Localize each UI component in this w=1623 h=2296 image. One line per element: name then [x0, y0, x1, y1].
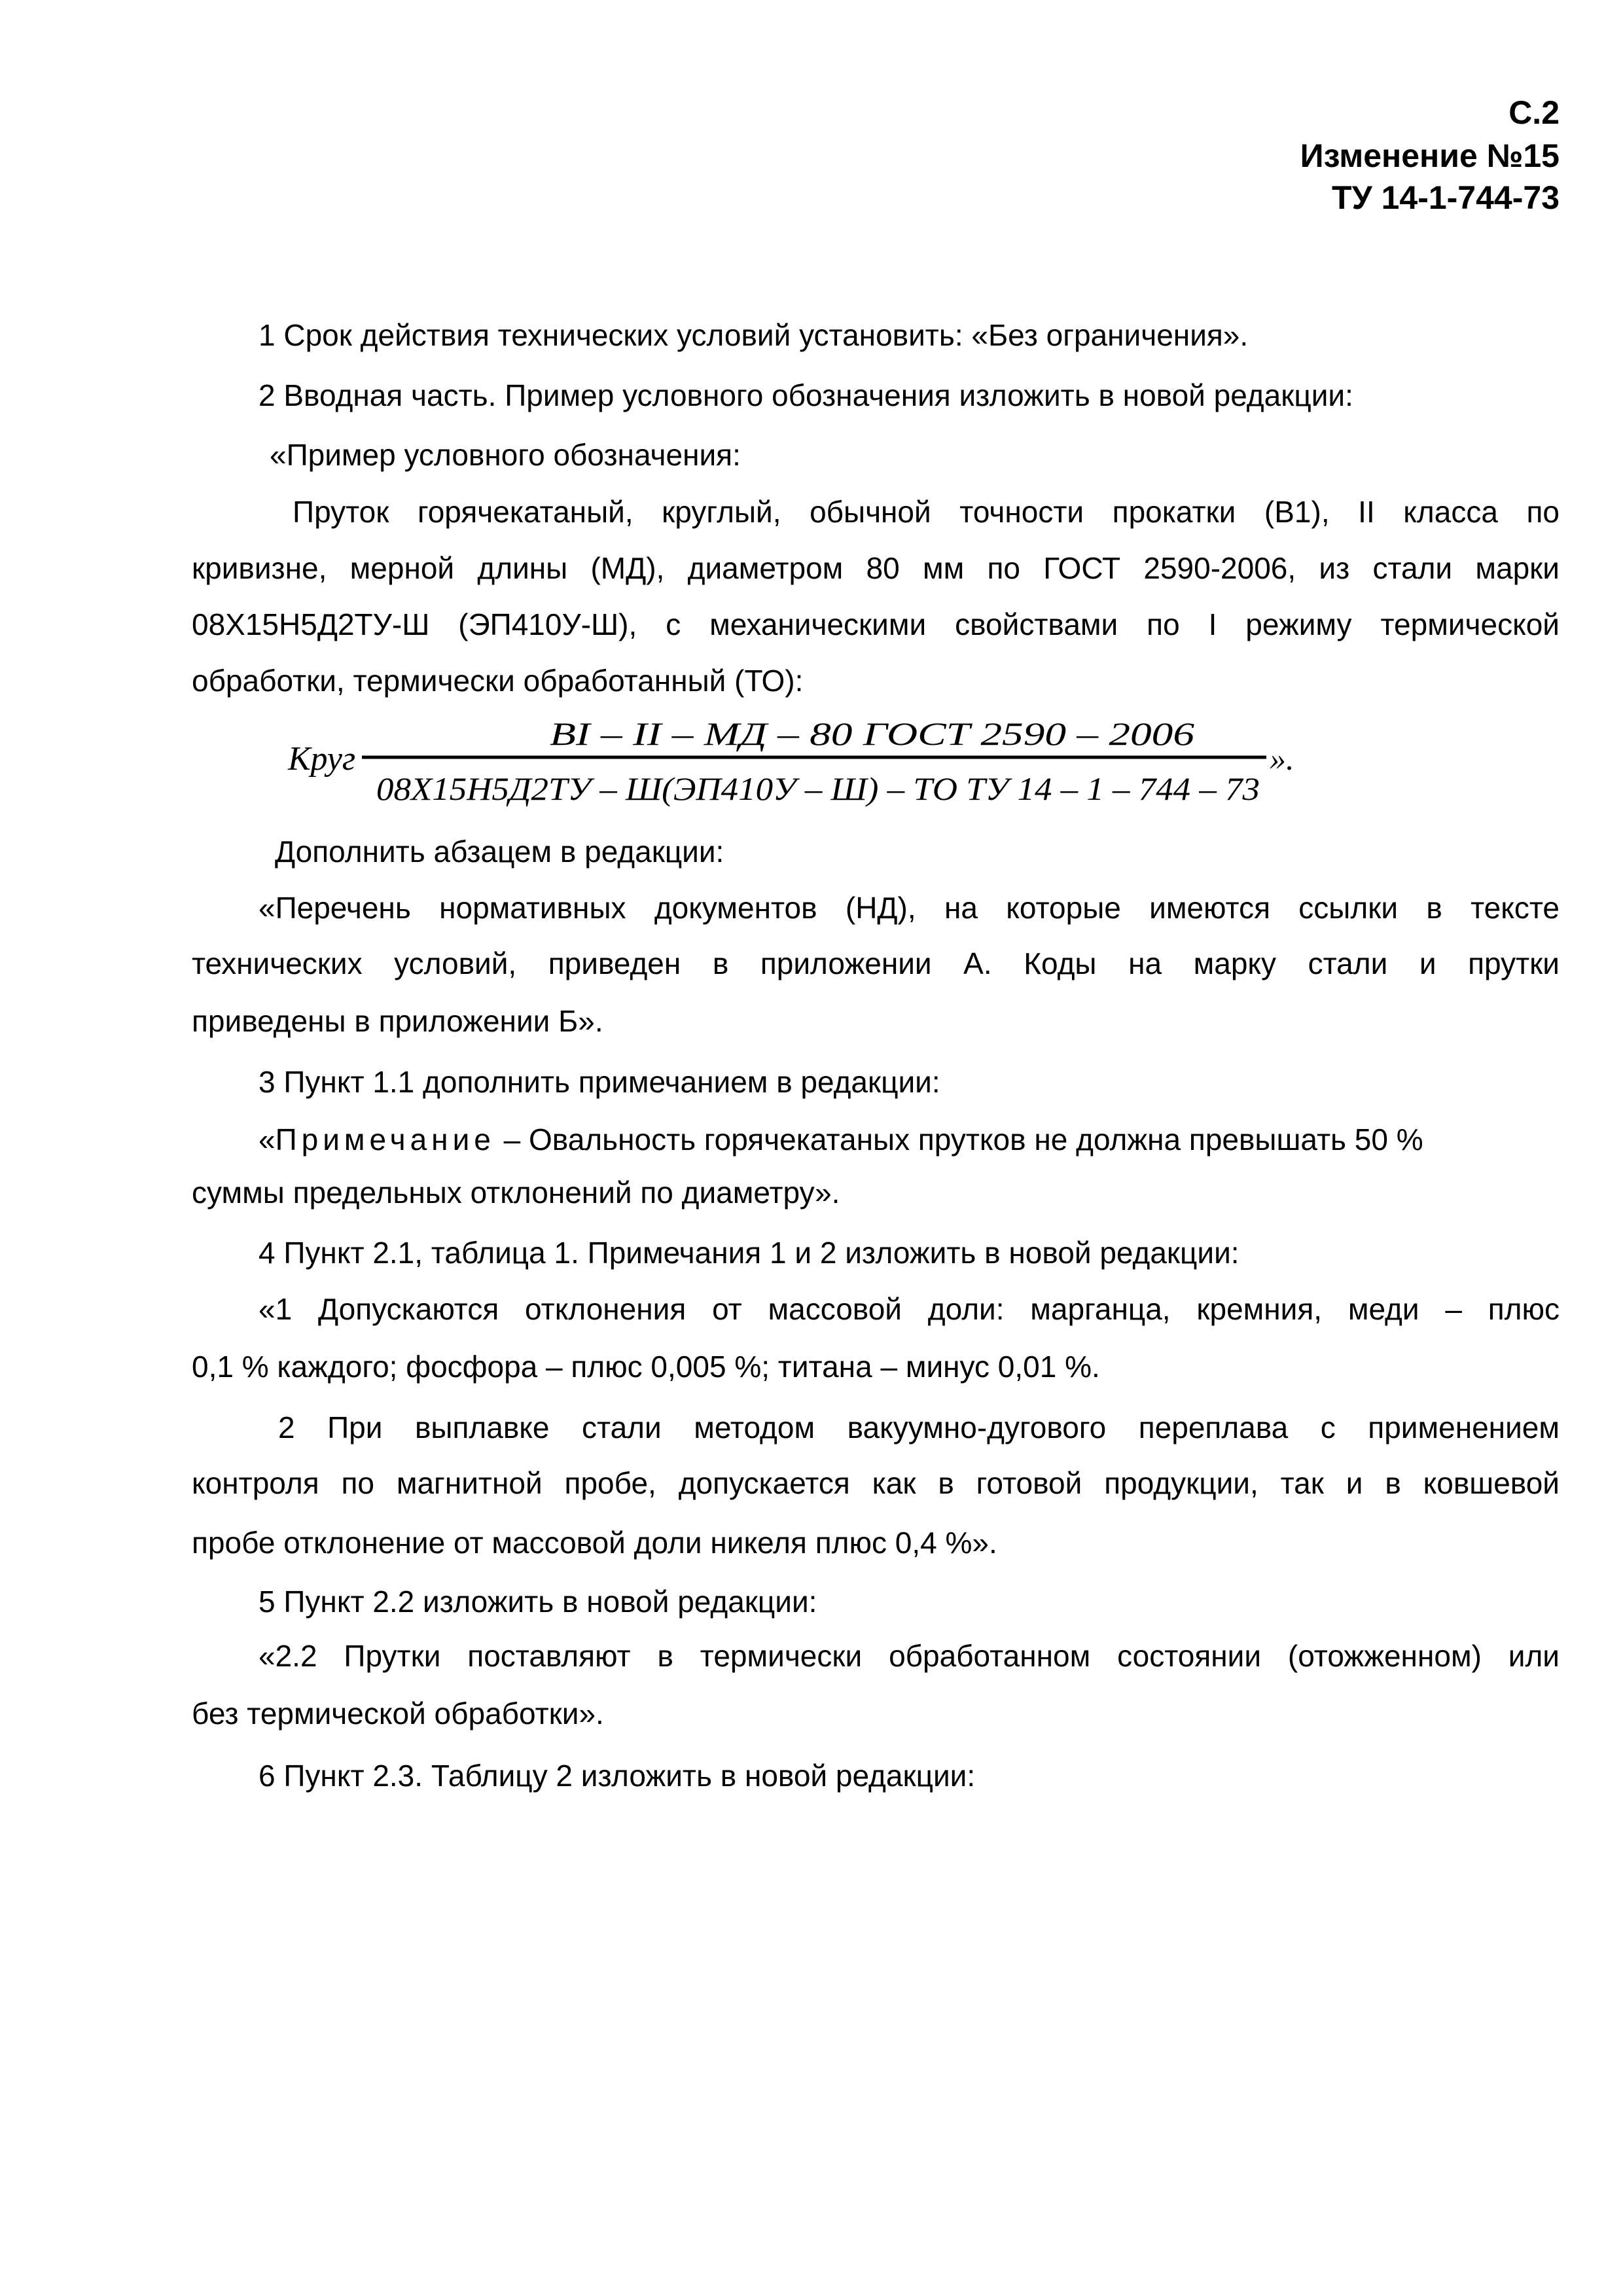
note-1-line: 0,1 % каждого; фосфора – плюс 0,005 %; титана – минус 0,01 %.: [192, 1350, 1100, 1384]
designation-formula: [0, 694, 1623, 812]
item-5-text: «2.2 Прутки поставляют в термически обработанном состоянии (отожженном) или: [259, 1639, 1560, 1673]
item-2: 2 Вводная часть. Пример условного обозначения изложить в новой редакции:: [259, 378, 1353, 412]
page-number: С.2: [1508, 94, 1560, 131]
item-1: 1 Срок действия технических условий установить: «Без ограничения».: [259, 318, 1249, 352]
note-2-line: пробе отклонение от массовой доли никеля плюс 0,4 %».: [192, 1526, 997, 1560]
note-1-line: «1 Допускаются отклонения от массовой доли: марганца, кремния, меди – плюс: [259, 1292, 1560, 1326]
note-2-line: 2 При выплавке стали методом вакуумно-дугового переплава с применением: [278, 1410, 1560, 1444]
formula-prefix: Круг: [288, 740, 356, 778]
example-line: Пруток горячекатаный, круглый, обычной точности прокатки (В1), II класса по: [293, 495, 1560, 529]
note-2-line: контроля по магнитной пробе, допускается как в готовой продукции, так и в ковшевой: [192, 1466, 1560, 1500]
supplement-line: приведены в приложении Б».: [192, 1004, 603, 1038]
note-word: Примечание: [275, 1122, 495, 1157]
example-line: 08Х15Н5Д2ТУ-Ш (ЭП410У-Ш), с механическими свойствами по I режиму термической: [192, 607, 1560, 641]
item-4: 4 Пункт 2.1, таблица 1. Примечания 1 и 2 изложить в новой редакции:: [259, 1236, 1240, 1270]
note-line: суммы предельных отклонений по диаметру».: [192, 1175, 840, 1210]
item-5: 5 Пункт 2.2 изложить в новой редакции:: [259, 1585, 817, 1619]
item-6: 6 Пункт 2.3. Таблицу 2 изложить в новой редакции:: [259, 1759, 976, 1793]
item-3: 3 Пункт 1.1 дополнить примечанием в редакции:: [259, 1065, 940, 1099]
supplement-line: технических условий, приведен в приложении А. Коды на марку стали и прутки: [192, 946, 1560, 980]
formula-suffix: ».: [1270, 740, 1294, 777]
note-text: – Овальность горячекатаных прутков не должна превышать 50 %: [495, 1122, 1423, 1157]
change-number: Изменение №15: [1300, 137, 1560, 174]
example-line: обработки, термически обработанный (ТО):: [192, 664, 804, 698]
note-quote: «: [259, 1122, 276, 1157]
formula-denominator: 08Х15Н5Д2ТУ – Ш(ЭП410У – Ш) – ТО ТУ 14 – 1 – 744 – 73: [376, 770, 1260, 807]
item-5-text: без термической обработки».: [192, 1696, 604, 1731]
formula-numerator: BI – II – МД – 80 ГОСТ 2590 – 2006: [550, 715, 1194, 752]
example-line: кривизне, мерной длины (МД), диаметром 80 мм по ГОСТ 2590-2006, из стали марки: [192, 551, 1560, 585]
supplement-line: «Перечень нормативных документов (НД), на которые имеются ссылки в тексте: [259, 891, 1560, 925]
example-heading: «Пример условного обозначения:: [270, 438, 741, 472]
note-line: [259, 1121, 1423, 1158]
document-code: ТУ 14-1-744-73: [1332, 179, 1560, 216]
item-supplement: Дополнить абзацем в редакции:: [275, 834, 724, 869]
